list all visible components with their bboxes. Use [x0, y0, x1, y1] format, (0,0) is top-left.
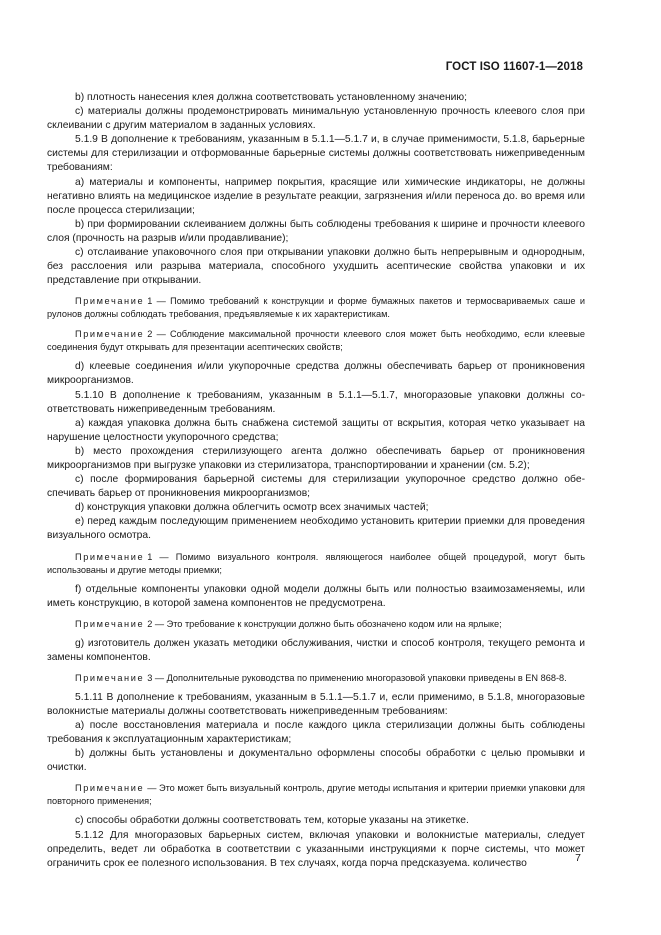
note-paragraph [47, 328, 585, 354]
note-text: 3 — Дополнительные руководства по применению многоразовой упаковки приведены в EN 868-8. [147, 672, 567, 683]
body-paragraph: d) конструкция упаковки должна облегчить осмотр всех значимых частей; [75, 502, 429, 514]
page-number: 7 [575, 852, 581, 864]
body-paragraph: f) отдельные компоненты упаковки одной модели должны быть или полностью взаимозаменяемы, или иметь конструкцию, в которой замена компонентов не предусмотрена. [47, 583, 585, 609]
note-paragraph [47, 551, 585, 577]
note-paragraph [47, 618, 585, 631]
note-text: 2 — Соблюдение максимальной прочности клеевого слоя может быть необходимо, если клеевые соединения будут открывать для презентации асептических свойств; [47, 329, 585, 353]
body-paragraph: b) место прохождения стерилизующего агента должно обеспечивать барьер от проникновения микроорганизмов при выгрузке упаковки из стерилизатора, транспортировании и хранении (см. 5.2); [47, 445, 585, 471]
body-paragraph: с) способы обработки должны соответствовать тем, которые указаны на этикетке. [75, 815, 469, 827]
body-paragraph: а) материалы и компоненты, например покрытия, красящие или химические индикаторы, не должны негативно влиять на медицинское изделие в результате реакции, загрязнения и/или переноса до. во время или после процесса стерилизации; [47, 176, 585, 216]
body-paragraph: 5.1.9 В дополнение к требованиям, указанным в 5.1.1—5.1.7 и, в случае применимости, 5.1.8, барьерные системы для стерилизации и отформованные барьерные системы должны соответствовать нижеприведенным требованиям: [47, 134, 585, 174]
body-paragraph: с) после формирования барьерной системы для стерилизации укупорочное средство должно обеспечивать барьер от проникновения микроорганизмов; [47, 474, 585, 500]
note-label: Примечание [75, 329, 145, 340]
body-paragraph: 5.1.10 В дополнение к требованиям, указанным в 5.1.1—5.1.7, многоразовые упаковки должны соответствовать нижеприведенным требованиям. [47, 389, 585, 415]
body-paragraph: с) отслаивание упаковочного слоя при открывании упаковки должно быть непрерывным и однородным, без расслоения или разрыва материала, способного ухудшить асептические свойства упаковки и их представление при открывании. [47, 247, 585, 287]
note-paragraph [47, 672, 585, 685]
body-paragraph: 5.1.12 Для многоразовых барьерных систем, включая упаковки и волокнистые материалы, следует определить, ведет ли обработка в соответствии с указанными инструкциями к порче системы, что может ограничить срок ее полезного использования. В тех случаях, когда порча предсказуема. количество [47, 829, 585, 869]
note-text: — Это может быть визуальный контроль, другие методы испытания и критерии приемки упаковки для повторного применения; [47, 783, 585, 807]
document-code-header: ГОСТ ISO 11607-1—2018 [445, 61, 583, 73]
body-paragraph: d) клеевые соединения и/или укупорочные средства должны обеспечивать барьер от проникновения микроорганизмов. [47, 361, 585, 387]
body-paragraph: b) при формировании склеиванием должны быть соблюдены требования к ширине и прочности клеевого слоя (прочность на разрыв и/или продавливание); [47, 218, 585, 244]
note-text: 2 — Это требование к конструкции должно быть обозначено кодом или на ярлыке; [147, 618, 502, 629]
note-label: Примечание [75, 672, 145, 683]
body-paragraph: а) после восстановления материала и после каждого цикла стерилизации должны быть соблюдены требования к эксплуатационным характеристикам; [47, 720, 585, 746]
body-paragraph: 5.1.11 В дополнение к требованиям, указанным в 5.1.1—5.1.7 и, если применимо, в 5.1.8, многоразовые волокнистые материалы должны соответствовать нижеприведенным требованиям: [47, 691, 585, 717]
note-text: 1 — Помимо визуального контроля. являющегося наиболее общей процедурой, могут быть использованы и другие методы приемки; [47, 551, 585, 575]
note-label: Примечание [75, 296, 145, 307]
note-label: Примечание [75, 783, 145, 794]
note-paragraph [47, 782, 585, 808]
body-paragraph: с) материалы должны продемонстрировать минимальную установленную прочность клеевого слоя при склеивании с другим материалом в заданных условиях. [47, 106, 585, 132]
document-body [47, 91, 585, 871]
body-paragraph: b) должны быть установлены и документально оформлены способы обработки с целью промывки и очистки. [47, 748, 585, 774]
body-paragraph: g) изготовитель должен указать методики обслуживания, чистки и способ контроля, текущего ремонта и замены компонентов. [47, 637, 585, 663]
note-label: Примечание [75, 551, 145, 562]
note-paragraph [47, 295, 585, 321]
body-paragraph: b) плотность нанесения клея должна соответствовать установленному значению; [75, 92, 467, 103]
note-text: 1 — Помимо требований к конструкции и форме бумажных пакетов и термосвариваемых саше и рулонов должны соблюдать требования, предъявляемые к их характеристикам. [47, 296, 585, 320]
body-paragraph: а) каждая упаковка должна быть снабжена системой защиты от вскрытия, которая четко указывает на нарушение целостности укупорочного средства; [47, 417, 585, 443]
note-label: Примечание [75, 618, 145, 629]
body-paragraph: е) перед каждым последующим применением необходимо установить критерии приемки для проведения визуального осмотра. [47, 516, 585, 542]
